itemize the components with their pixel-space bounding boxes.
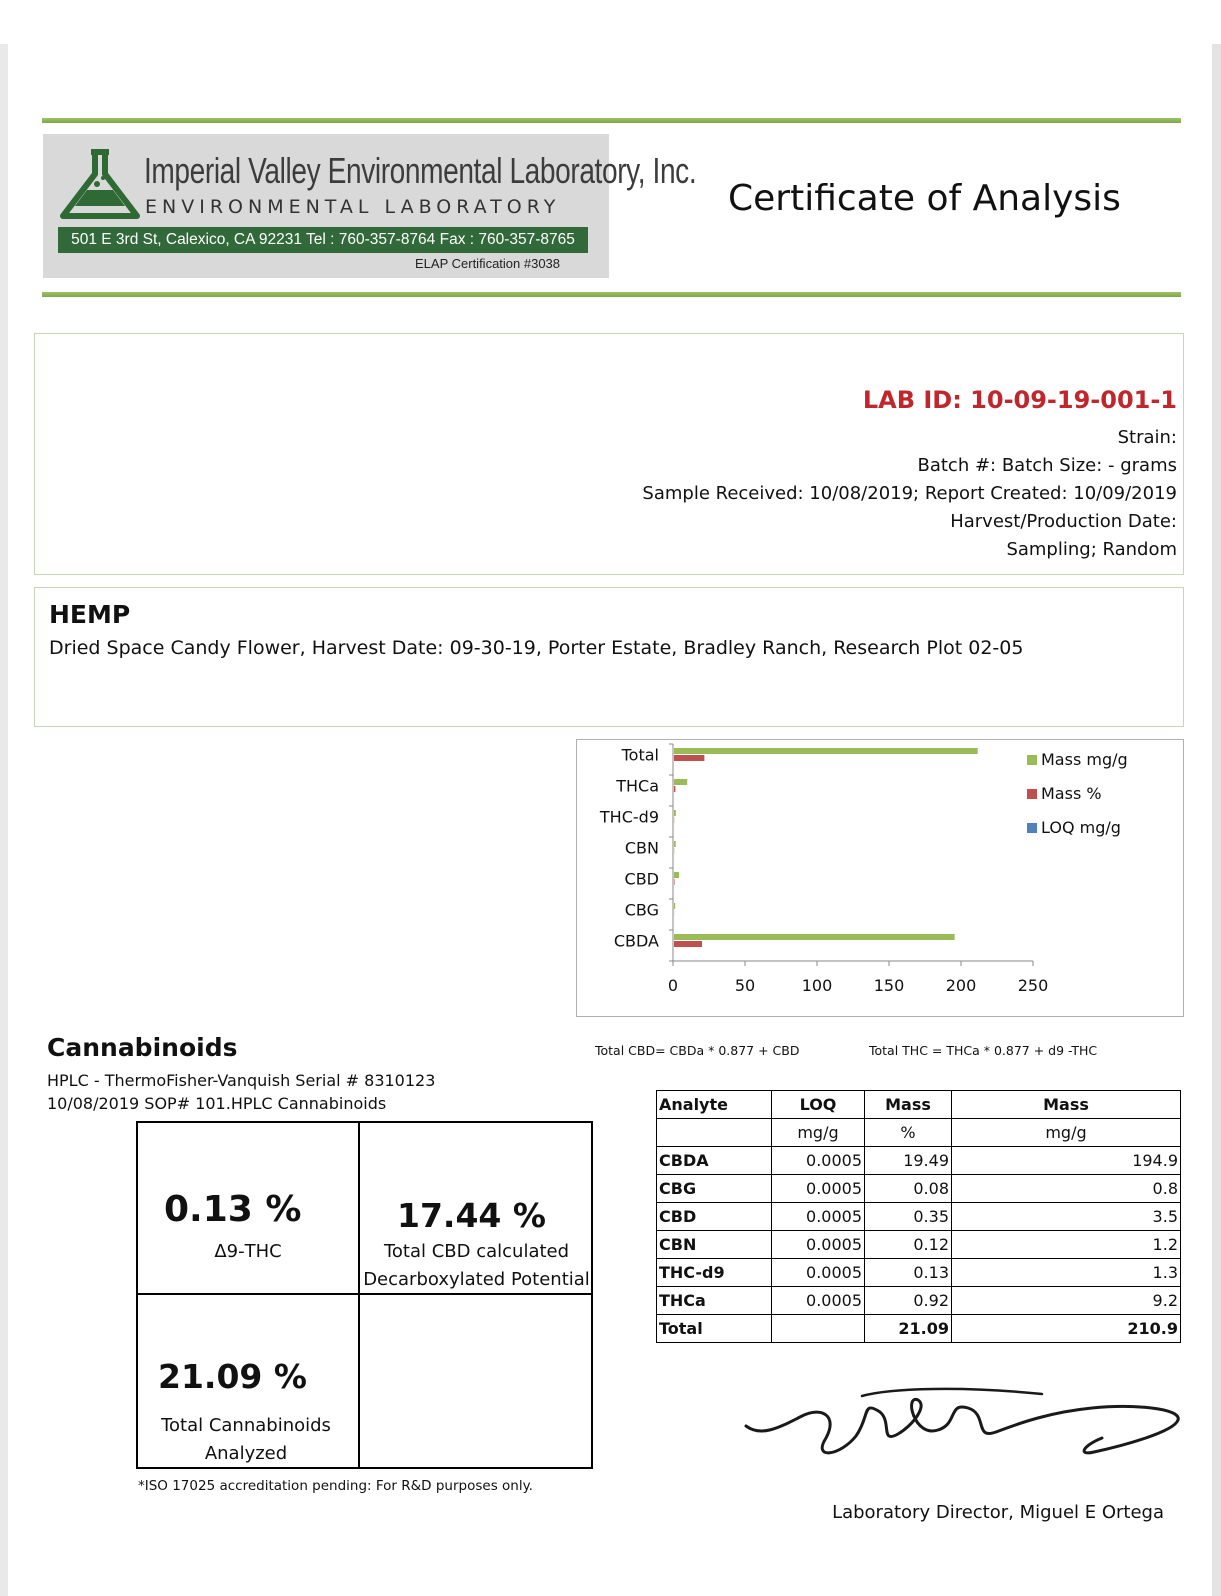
total-value: 21.09 %	[158, 1357, 307, 1396]
strain: Strain:	[1117, 427, 1177, 448]
table-row	[657, 1203, 1181, 1231]
cbd-value: 17.44 %	[397, 1196, 546, 1235]
mass-pct-value: 0.92	[865, 1287, 952, 1315]
chart-category-label: CBDA	[613, 931, 659, 951]
chart-bar-mass-mg-g	[674, 903, 675, 909]
empty-summary-cell	[359, 1294, 592, 1468]
header-mass-mgg: Mass	[952, 1091, 1181, 1119]
lab-subtitle: ENVIRONMENTAL LABORATORY	[145, 196, 561, 218]
harvest-date: Harvest/Production Date:	[950, 511, 1177, 532]
instrument-info: HPLC - ThermoFisher-Vanquish Serial # 8310123	[47, 1071, 436, 1090]
lab-name: Imperial Valley Environmental Laboratory, Inc.	[144, 150, 697, 191]
page-edge-right	[1212, 44, 1221, 1596]
total-label: Total	[657, 1315, 772, 1343]
thc-value: 0.13 %	[164, 1189, 302, 1230]
chart-bar-mass-mg-g	[674, 810, 676, 816]
thc-label: Δ9-THC	[214, 1241, 282, 1262]
unit-analyte	[657, 1119, 772, 1147]
chart-category-label: Total	[621, 745, 659, 765]
header-rule-bottom	[42, 292, 1181, 297]
chart-bar-mass-mg-g	[674, 934, 955, 940]
chart-category-label: CBN	[624, 838, 659, 858]
chart-x-tick-label: 100	[801, 976, 833, 995]
total-mass-pct: 21.09	[865, 1315, 952, 1343]
cbd-label-line2: Decarboxylated Potential	[363, 1269, 590, 1290]
cbd-summary-cell	[359, 1122, 592, 1294]
sample-dates: Sample Received: 10/08/2019; Report Created: 10/09/2019	[642, 483, 1177, 504]
mass-mgg-value: 3.5	[952, 1203, 1181, 1231]
header-rule-top	[42, 118, 1181, 123]
loq-value: 0.0005	[772, 1259, 865, 1287]
chart-bar-mass	[674, 879, 675, 885]
chart-category-label: CBD	[624, 869, 659, 889]
chart-bar-mass	[674, 786, 675, 792]
table-row	[657, 1231, 1181, 1259]
header-analyte: Analyte	[657, 1091, 772, 1119]
header-loq: LOQ	[772, 1091, 865, 1119]
chart-x-tick-label: 50	[734, 976, 756, 995]
total-summary-cell	[137, 1294, 359, 1468]
product-description: Dried Space Candy Flower, Harvest Date: 09-30-19, Porter Estate, Bradley Ranch, Research Plot 02-05	[49, 637, 1024, 659]
chart-legend-label: LOQ mg/g	[1041, 818, 1121, 837]
summary-grid	[136, 1121, 593, 1469]
sampling-method: Sampling; Random	[1006, 539, 1177, 560]
product-category: HEMP	[49, 600, 131, 629]
loq-value: 0.0005	[772, 1175, 865, 1203]
chart-legend-swatch	[1027, 755, 1037, 765]
formula-total-thc: Total THC = THCa * 0.877 + d9 -THC	[869, 1043, 1098, 1058]
chart-x-tick-label: 150	[873, 976, 905, 995]
chart-category-label: THC-d9	[599, 807, 659, 827]
mass-mgg-value: 1.3	[952, 1259, 1181, 1287]
analyte-name: THCa	[657, 1287, 772, 1315]
elap-certification: ELAP Certification #3038	[415, 256, 561, 271]
loq-value: 0.0005	[772, 1231, 865, 1259]
laboratory-director: Laboratory Director, Miguel E Ortega	[832, 1502, 1164, 1523]
chart-x-tick-label: 200	[945, 976, 977, 995]
analyte-name: CBDA	[657, 1147, 772, 1175]
total-label-line1: Total Cannabinoids	[161, 1415, 331, 1436]
lab-id: LAB ID: 10-09-19-001-1	[862, 386, 1177, 414]
analyte-name: CBG	[657, 1175, 772, 1203]
chart-bar-mass-mg-g	[674, 779, 687, 785]
mass-mgg-value: 9.2	[952, 1287, 1181, 1315]
analyte-name: THC-d9	[657, 1259, 772, 1287]
sop-info: 10/08/2019 SOP# 101.HPLC Cannabinoids	[47, 1094, 387, 1113]
lab-address: 501 E 3rd St, Calexico, CA 92231 Tel : 760-357-8764 Fax : 760-357-8765	[58, 227, 588, 253]
table-row	[657, 1175, 1181, 1203]
chart-x-tick-label: 0	[667, 976, 679, 995]
chart-legend-label: Mass %	[1041, 784, 1102, 803]
total-mass-mgg: 210.9	[952, 1315, 1181, 1343]
mass-pct-value: 0.08	[865, 1175, 952, 1203]
table-row	[657, 1147, 1181, 1175]
formula-total-cbd: Total CBD= CBDa * 0.877 + CBD	[595, 1043, 800, 1058]
director-signature	[742, 1386, 1187, 1466]
results-table	[656, 1090, 1181, 1343]
cbd-label-line1: Total CBD calculated	[383, 1241, 570, 1262]
mass-mgg-value: 194.9	[952, 1147, 1181, 1175]
mass-pct-value: 0.12	[865, 1231, 952, 1259]
table-total-row	[657, 1315, 1181, 1343]
unit-loq: mg/g	[772, 1119, 865, 1147]
cannabinoid-chart	[577, 740, 1182, 1015]
chart-bar-mass-mg-g	[674, 872, 679, 878]
mass-mgg-value: 1.2	[952, 1231, 1181, 1259]
total-loq	[772, 1315, 865, 1343]
header-mass-pct: Mass	[865, 1091, 952, 1119]
table-row	[657, 1259, 1181, 1287]
mass-mgg-value: 0.8	[952, 1175, 1181, 1203]
batch-info: Batch #: Batch Size: - grams	[917, 455, 1177, 476]
chart-bar-mass	[674, 941, 702, 947]
unit-mass-pct: %	[865, 1119, 952, 1147]
cannabinoids-heading: Cannabinoids	[47, 1033, 238, 1062]
chart-legend-label: Mass mg/g	[1041, 750, 1128, 769]
accreditation-note: *ISO 17025 accreditation pending: For R&D purposes only.	[138, 1478, 533, 1494]
mass-pct-value: 0.35	[865, 1203, 952, 1231]
chart-legend-swatch	[1027, 789, 1037, 799]
page-edge-left	[0, 44, 8, 1596]
document-title: Certificate of Analysis	[728, 178, 1121, 219]
chart-bar-mass	[674, 755, 704, 761]
table-row	[657, 1287, 1181, 1315]
chart-bar-mass-mg-g	[674, 748, 978, 754]
analyte-name: CBD	[657, 1203, 772, 1231]
loq-value: 0.0005	[772, 1147, 865, 1175]
chart-x-tick-label: 250	[1017, 976, 1049, 995]
unit-mass-mgg: mg/g	[952, 1119, 1181, 1147]
analyte-name: CBN	[657, 1231, 772, 1259]
flask-icon	[55, 144, 145, 224]
loq-value: 0.0005	[772, 1203, 865, 1231]
total-label-line2: Analyzed	[204, 1443, 288, 1464]
thc-summary-cell	[137, 1122, 359, 1294]
chart-category-label: THCa	[616, 776, 659, 796]
mass-pct-value: 0.13	[865, 1259, 952, 1287]
mass-pct-value: 19.49	[865, 1147, 952, 1175]
chart-legend-swatch	[1027, 823, 1037, 833]
chart-bar-mass-mg-g	[674, 841, 676, 847]
chart-category-label: CBG	[624, 900, 659, 920]
loq-value: 0.0005	[772, 1287, 865, 1315]
